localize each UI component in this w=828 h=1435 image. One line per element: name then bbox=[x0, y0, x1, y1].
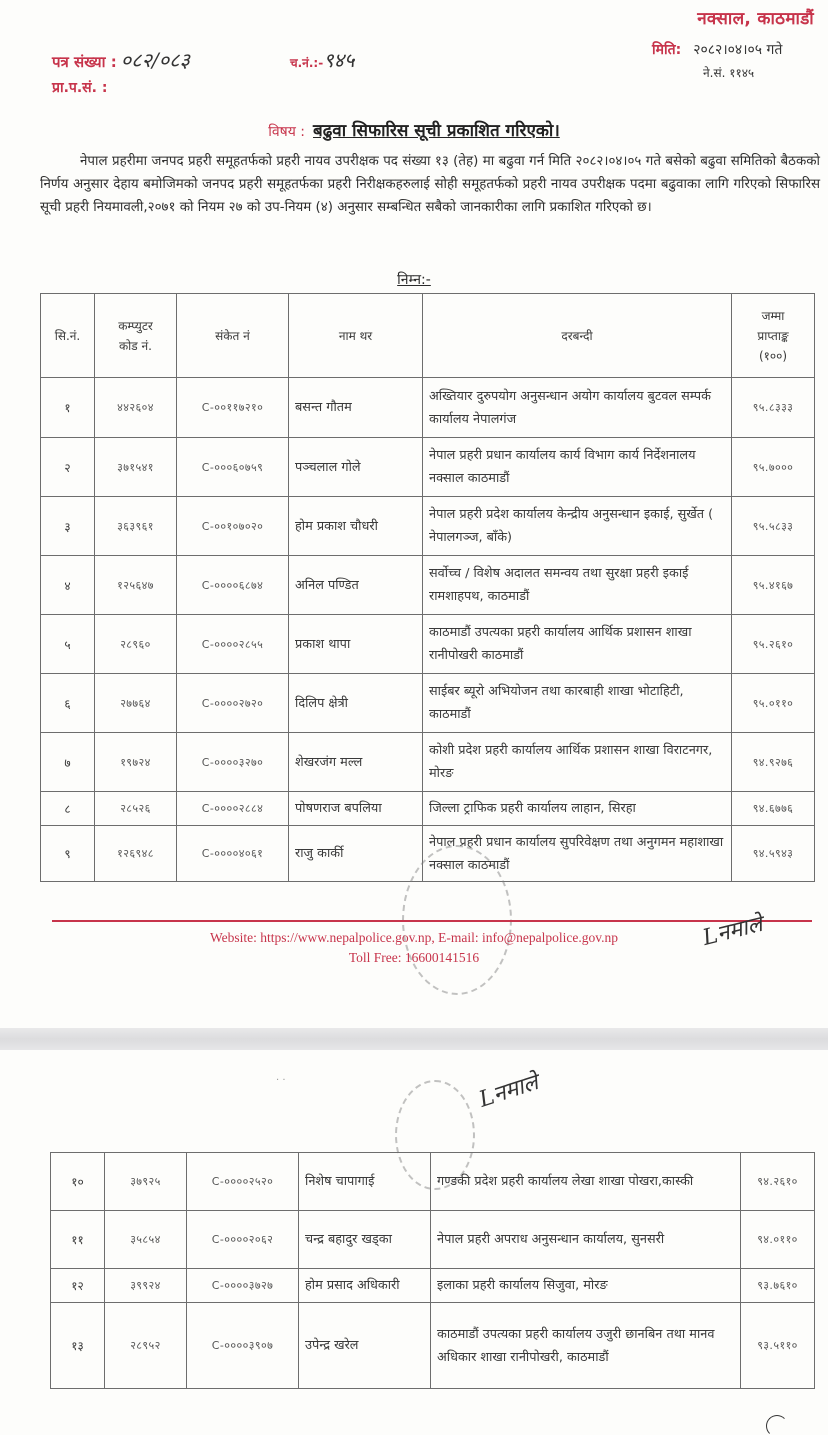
signature: Lनमाले bbox=[700, 911, 766, 951]
cell-code: ४४२६०४ bbox=[95, 378, 177, 438]
header-total-score: जम्मा प्राप्ताङ्क (१००) bbox=[732, 294, 815, 378]
table-row bbox=[51, 1303, 815, 1389]
praps-label: प्रा.प.सं. : bbox=[52, 80, 108, 96]
table-header-row bbox=[41, 294, 815, 378]
cell-sanket: C-०००६०७५९ bbox=[177, 438, 289, 497]
cell-code: ३७१५४१ bbox=[95, 438, 177, 497]
document-date bbox=[652, 40, 782, 59]
cell-sanket: C-००००३२७० bbox=[177, 733, 289, 792]
cell-code: २८५२६ bbox=[95, 792, 177, 826]
header-darbandi: दरबन्दी bbox=[423, 294, 732, 378]
cell-sn: १ bbox=[41, 378, 95, 438]
cell-darbandi: काठमाडौं उपत्यका प्रहरी कार्यालय आर्थिक प्रशासन शाखा रानीपोखरी काठमाडौं bbox=[423, 615, 732, 674]
cell-code: ३६३९६१ bbox=[95, 497, 177, 556]
cell-score: ९५.७००० bbox=[732, 438, 815, 497]
cell-darbandi: जिल्ला ट्राफिक प्रहरी कार्यालय लाहान, सिरहा bbox=[423, 792, 732, 826]
cell-code: १२६९४८ bbox=[95, 826, 177, 882]
cell-sn: ११ bbox=[51, 1211, 105, 1269]
cell-sanket: C-००००३९०७ bbox=[187, 1303, 299, 1389]
cell-code: १९७२४ bbox=[95, 733, 177, 792]
cell-score: ९५.८३३३ bbox=[732, 378, 815, 438]
cell-name: पोषणराज बपलिया bbox=[289, 792, 423, 826]
cell-score: ९४.६७७६ bbox=[732, 792, 815, 826]
letter-reference bbox=[52, 46, 190, 73]
cell-sn: ४ bbox=[41, 556, 95, 615]
cell-darbandi: नेपाल प्रहरी प्रधान कार्यालय कार्य विभाग कार्य निर्देशनालय नक्साल काठमाडौं bbox=[423, 438, 732, 497]
page-marker-dots: · · bbox=[276, 1075, 286, 1086]
footer-website: Website: https://www.nepalpolice.gov.np, E-mail: info@nepalpolice.gov.np bbox=[209, 930, 618, 945]
table-row bbox=[41, 556, 815, 615]
cell-sanket: C-००११७२१० bbox=[177, 378, 289, 438]
header-sn: सि.नं. bbox=[41, 294, 95, 378]
table-row bbox=[51, 1211, 815, 1269]
table-row bbox=[51, 1269, 815, 1303]
cell-name: होम प्रकाश चौधरी bbox=[289, 497, 423, 556]
cell-name: निशेष चापागाई bbox=[299, 1153, 431, 1211]
cell-sanket: C-००००४०६१ bbox=[177, 826, 289, 882]
cell-code: ३५८५४ bbox=[105, 1211, 187, 1269]
cell-name: उपेन्द्र खरेल bbox=[299, 1303, 431, 1389]
cell-sanket: C-००००३७२७ bbox=[187, 1269, 299, 1303]
cell-name: बसन्त गौतम bbox=[289, 378, 423, 438]
footer-divider bbox=[52, 920, 812, 922]
header-name: नाम थर bbox=[289, 294, 423, 378]
cell-name: चन्द्र बहादुर खड्का bbox=[299, 1211, 431, 1269]
cell-sn: १३ bbox=[51, 1303, 105, 1389]
promotion-table bbox=[40, 293, 815, 882]
partial-signature-mark bbox=[766, 1415, 788, 1435]
cell-sanket: C-००००२०६२ bbox=[187, 1211, 299, 1269]
cell-score: ९४.९२७६ bbox=[732, 733, 815, 792]
cell-code: ३९९२४ bbox=[105, 1269, 187, 1303]
cell-darbandi: नेपाल प्रहरी प्रदेश कार्यालय केन्द्रीय अनुसन्धान इकाई, सुर्खेत ( नेपालगञ्ज, बाँके) bbox=[423, 497, 732, 556]
header-sanket: संकेत नं bbox=[177, 294, 289, 378]
cell-score: ९५.५८३३ bbox=[732, 497, 815, 556]
cell-name: शेखरजंग मल्ल bbox=[289, 733, 423, 792]
cell-sanket: C-००००२८८४ bbox=[177, 792, 289, 826]
cell-darbandi: काठमाडौं उपत्यका प्रहरी कार्यालय उजुरी छानबिन तथा मानव अधिकार शाखा रानीपोखरी, काठमाडौं bbox=[431, 1303, 741, 1389]
cell-code: २८९६० bbox=[95, 615, 177, 674]
cell-darbandi: कोशी प्रदेश प्रहरी कार्यालय आर्थिक प्रशासन शाखा विराटनगर, मोरङ bbox=[423, 733, 732, 792]
cell-sanket: C-००१०७०२० bbox=[177, 497, 289, 556]
cell-code: ३७९२५ bbox=[105, 1153, 187, 1211]
cell-darbandi: अख्तियार दुरुपयोग अनुसन्धान अयोग कार्यालय बुटवल सम्पर्क कार्यालय नेपालगंज bbox=[423, 378, 732, 438]
cell-name: होम प्रसाद अधिकारी bbox=[299, 1269, 431, 1303]
header-computer-code: कम्प्युटर कोड नं. bbox=[95, 294, 177, 378]
cell-sn: ५ bbox=[41, 615, 95, 674]
office-location: नक्साल, काठमाडौं bbox=[697, 9, 814, 29]
cell-sanket: C-००००२८५५ bbox=[177, 615, 289, 674]
dispatch-label: च.नं.:- bbox=[290, 56, 324, 70]
subject-text: बढुवा सिफारिस सूची प्रकाशित गरिएको। bbox=[313, 121, 560, 141]
cell-name: अनिल पण्डित bbox=[289, 556, 423, 615]
cell-darbandi: इलाका प्रहरी कार्यालय सिजुवा, मोरङ bbox=[431, 1269, 741, 1303]
cell-sn: १० bbox=[51, 1153, 105, 1211]
reference-label: पत्र संख्या : bbox=[52, 53, 117, 71]
cell-score: ९४.५९४३ bbox=[732, 826, 815, 882]
cell-code: २८९५२ bbox=[105, 1303, 187, 1389]
nepal-sambat-date: ने.सं. ११४५ bbox=[703, 66, 755, 80]
cell-darbandi: सर्वोच्च / विशेष अदालत समन्वय तथा सुरक्षा प्रहरी इकाई रामशाहपथ, काठमाडौं bbox=[423, 556, 732, 615]
promotion-table-continued bbox=[50, 1152, 815, 1389]
cell-score: ९५.४१६७ bbox=[732, 556, 815, 615]
table-row bbox=[41, 615, 815, 674]
cell-sn: ६ bbox=[41, 674, 95, 733]
signature: Lनमाले bbox=[476, 1070, 542, 1113]
cell-score: ९३.७६१० bbox=[741, 1269, 815, 1303]
cell-score: ९४.०११० bbox=[741, 1211, 815, 1269]
cell-sn: २ bbox=[41, 438, 95, 497]
dispatch-value: ९४५ bbox=[323, 48, 355, 72]
cell-sn: ७ bbox=[41, 733, 95, 792]
reference-number: ०८२/०८३ bbox=[120, 48, 190, 72]
cell-code: २७७६४ bbox=[95, 674, 177, 733]
list-heading: निम्न:- bbox=[397, 272, 431, 288]
cell-score: ९५.०११० bbox=[732, 674, 815, 733]
cell-name: पञ्चलाल गोले bbox=[289, 438, 423, 497]
dispatch-number bbox=[290, 46, 354, 73]
cell-sanket: C-००००२७२० bbox=[177, 674, 289, 733]
cell-name: राजु कार्की bbox=[289, 826, 423, 882]
cell-sn: ९ bbox=[41, 826, 95, 882]
table-row bbox=[41, 733, 815, 792]
cell-score: ९४.२६१० bbox=[741, 1153, 815, 1211]
table-row bbox=[41, 792, 815, 826]
cell-sanket: C-००००६८७४ bbox=[177, 556, 289, 615]
cell-darbandi: गण्डकी प्रदेश प्रहरी कार्यालय लेखा शाखा पोखरा,कास्की bbox=[431, 1153, 741, 1211]
cell-score: ९५.२६१० bbox=[732, 615, 815, 674]
footer-toll-free: Toll Free: 16600141516 bbox=[348, 950, 480, 965]
table-row bbox=[51, 1153, 815, 1211]
cell-sn: १२ bbox=[51, 1269, 105, 1303]
cell-darbandi: नेपाल प्रहरी अपराध अनुसन्धान कार्यालय, सुनसरी bbox=[431, 1211, 741, 1269]
cell-name: दिलिप क्षेत्री bbox=[289, 674, 423, 733]
cell-sanket: C-००००२५२० bbox=[187, 1153, 299, 1211]
page-separator bbox=[0, 1028, 828, 1050]
date-label: मिति: bbox=[652, 42, 682, 58]
table-row bbox=[41, 438, 815, 497]
subject-label: विषय : bbox=[268, 124, 306, 140]
table-row bbox=[41, 497, 815, 556]
cell-darbandi: साईबर ब्यूरो अभियोजन तथा कारबाही शाखा भोटाहिटी, काठमाडौं bbox=[423, 674, 732, 733]
notice-body: नेपाल प्रहरीमा जनपद प्रहरी समूहतर्फको प्रहरी नायव उपरीक्षक पद संख्या १३ (तेह) मा बढुवा गर्न मिति २०८२।०४।०५ गते बसेको बढुवा समितिको बैठकको निर्णय अनुसार देहाय बमोजिमको जनपद प्रहरी समूहतर्फका प्रहरी निरीक्षकहरुलाई सोही समूहतर्फको प्रहरी नायव उपरीक्षक पदमा बढुवाका लागि गरिएको सिफारिस सूची प्रहरी नियमावली,२०७१ को नियम २७ को उप-नियम (४) अनुसार सम्बन्धित सबैको जानकारीका लागि प्रकाशित गरिएको छ। bbox=[40, 154, 820, 215]
cell-name: प्रकाश थापा bbox=[289, 615, 423, 674]
table-row bbox=[41, 378, 815, 438]
date-value: २०८२।०४।०५ गते bbox=[693, 42, 783, 58]
cell-darbandi: नेपाल प्रहरी प्रधान कार्यालय सुपरिवेक्षण तथा अनुगमन महाशाखा नक्साल काठमाडौं bbox=[423, 826, 732, 882]
subject-line bbox=[0, 118, 828, 141]
cell-sn: ३ bbox=[41, 497, 95, 556]
cell-score: ९३.५११० bbox=[741, 1303, 815, 1389]
cell-code: १२५६४७ bbox=[95, 556, 177, 615]
cell-sn: ८ bbox=[41, 792, 95, 826]
table-row bbox=[41, 674, 815, 733]
